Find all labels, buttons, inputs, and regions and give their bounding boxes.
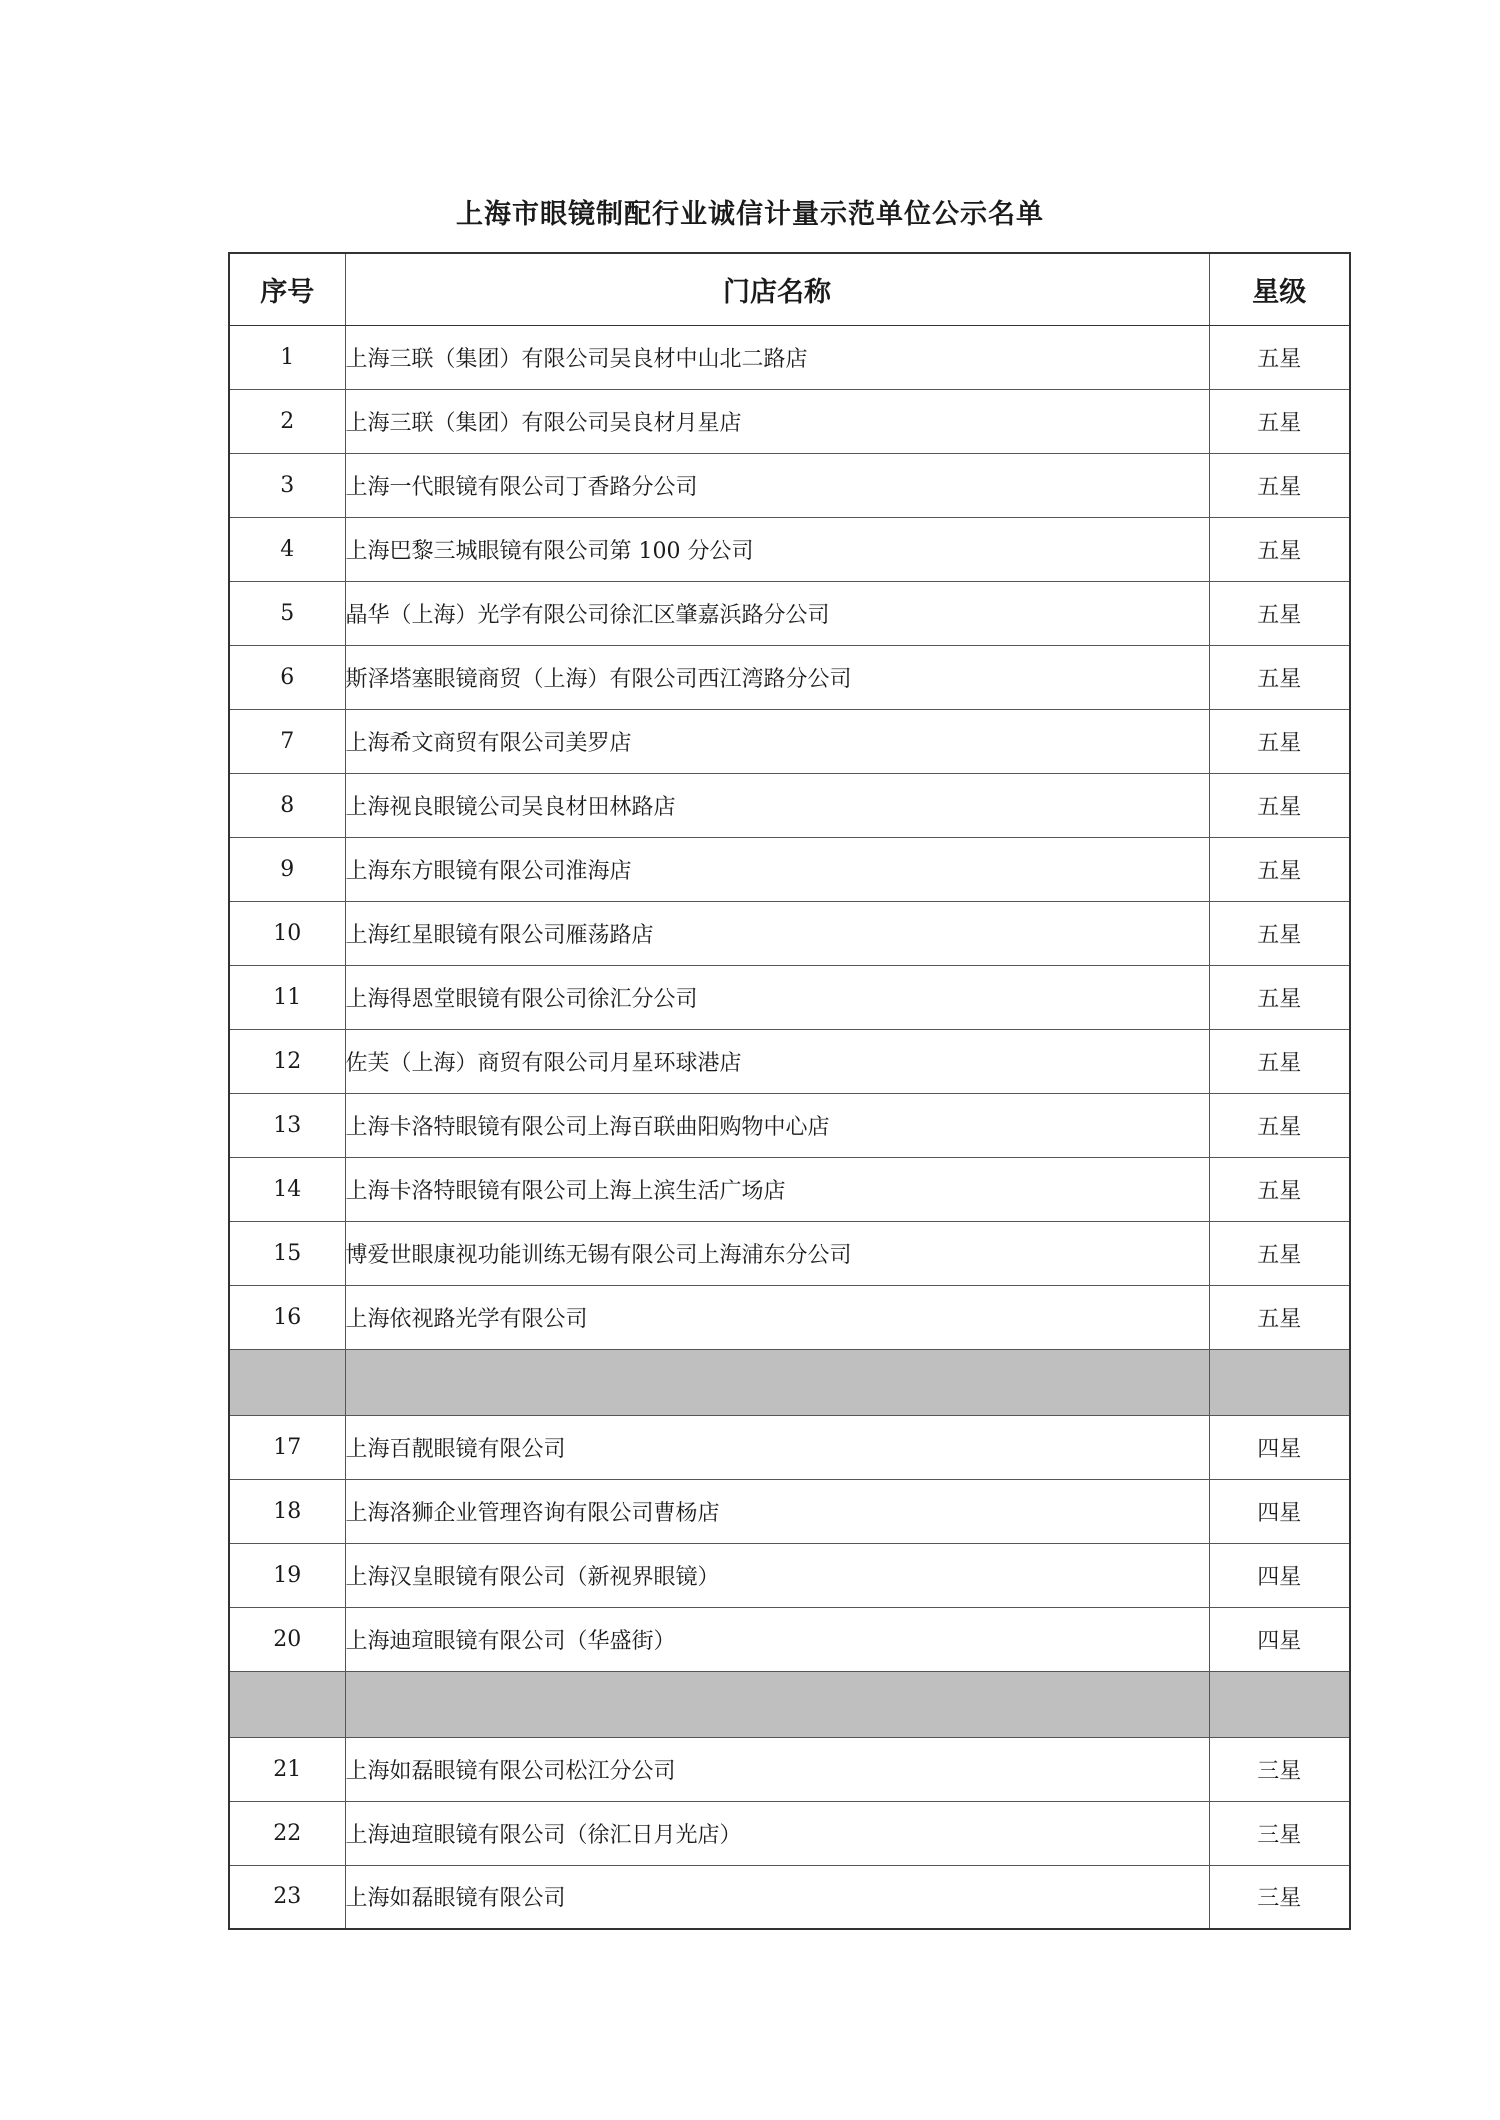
store-rating-table <box>228 252 1351 1930</box>
cell-serial-number: 5 <box>229 581 345 645</box>
cell-star-rating: 三星 <box>1209 1801 1350 1865</box>
cell-serial-number: 2 <box>229 389 345 453</box>
cell-store-name: 晶华（上海）光学有限公司徐汇区肇嘉浜路分公司 <box>345 581 1209 645</box>
cell-star-rating: 五星 <box>1209 1029 1350 1093</box>
cell-serial-number: 22 <box>229 1801 345 1865</box>
cell-store-name: 上海如磊眼镜有限公司松江分公司 <box>345 1737 1209 1801</box>
cell-star-rating: 五星 <box>1209 453 1350 517</box>
cell-star-rating: 五星 <box>1209 517 1350 581</box>
cell-serial-number: 10 <box>229 901 345 965</box>
cell-serial-number: 19 <box>229 1543 345 1607</box>
cell-star-rating: 三星 <box>1209 1737 1350 1801</box>
cell-store-name: 上海洛狮企业管理咨询有限公司曹杨店 <box>345 1479 1209 1543</box>
table-row <box>229 1285 1350 1349</box>
cell-serial-number: 11 <box>229 965 345 1029</box>
header-serial-number: 序号 <box>229 253 345 325</box>
table-row <box>229 389 1350 453</box>
cell-serial-number: 21 <box>229 1737 345 1801</box>
cell-store-name: 上海希文商贸有限公司美罗店 <box>345 709 1209 773</box>
table-row <box>229 901 1350 965</box>
cell-star-rating: 五星 <box>1209 389 1350 453</box>
cell-serial-number: 6 <box>229 645 345 709</box>
cell-star-rating: 五星 <box>1209 901 1350 965</box>
cell-star-rating: 五星 <box>1209 965 1350 1029</box>
table-row <box>229 1093 1350 1157</box>
separator-cell <box>1209 1349 1350 1415</box>
cell-serial-number: 7 <box>229 709 345 773</box>
cell-star-rating: 三星 <box>1209 1865 1350 1929</box>
cell-star-rating: 五星 <box>1209 709 1350 773</box>
cell-star-rating: 五星 <box>1209 773 1350 837</box>
cell-star-rating: 五星 <box>1209 1093 1350 1157</box>
cell-star-rating: 四星 <box>1209 1543 1350 1607</box>
cell-star-rating: 五星 <box>1209 581 1350 645</box>
table-row <box>229 325 1350 389</box>
document-title: 上海市眼镜制配行业诚信计量示范单位公示名单 <box>456 199 1044 230</box>
cell-store-name: 上海汉皇眼镜有限公司（新视界眼镜） <box>345 1543 1209 1607</box>
table-row <box>229 1607 1350 1671</box>
separator-cell <box>229 1671 345 1737</box>
cell-store-name: 上海三联（集团）有限公司吴良材月星店 <box>345 389 1209 453</box>
header-star-rating: 星级 <box>1209 253 1350 325</box>
cell-store-name: 上海巴黎三城眼镜有限公司第 100 分公司 <box>345 517 1209 581</box>
table-row <box>229 517 1350 581</box>
cell-serial-number: 1 <box>229 325 345 389</box>
cell-store-name: 上海迪瑄眼镜有限公司（华盛街） <box>345 1607 1209 1671</box>
table-row <box>229 709 1350 773</box>
table-row <box>229 1029 1350 1093</box>
cell-star-rating: 五星 <box>1209 645 1350 709</box>
cell-store-name: 上海东方眼镜有限公司淮海店 <box>345 837 1209 901</box>
cell-star-rating: 四星 <box>1209 1479 1350 1543</box>
cell-serial-number: 9 <box>229 837 345 901</box>
table-row <box>229 1801 1350 1865</box>
cell-serial-number: 23 <box>229 1865 345 1929</box>
cell-store-name: 上海如磊眼镜有限公司 <box>345 1865 1209 1929</box>
separator-cell <box>345 1349 1209 1415</box>
cell-star-rating: 五星 <box>1209 1221 1350 1285</box>
separator-cell <box>1209 1671 1350 1737</box>
cell-serial-number: 12 <box>229 1029 345 1093</box>
cell-store-name: 上海一代眼镜有限公司丁香路分公司 <box>345 453 1209 517</box>
cell-serial-number: 18 <box>229 1479 345 1543</box>
cell-star-rating: 五星 <box>1209 837 1350 901</box>
table-row <box>229 1865 1350 1929</box>
cell-star-rating: 四星 <box>1209 1607 1350 1671</box>
table-row <box>229 1157 1350 1221</box>
cell-store-name: 上海卡洛特眼镜有限公司上海上滨生活广场店 <box>345 1157 1209 1221</box>
table-row <box>229 453 1350 517</box>
table-row <box>229 581 1350 645</box>
cell-star-rating: 四星 <box>1209 1415 1350 1479</box>
cell-store-name: 上海依视路光学有限公司 <box>345 1285 1209 1349</box>
table-row <box>229 1737 1350 1801</box>
table-row <box>229 837 1350 901</box>
cell-serial-number: 20 <box>229 1607 345 1671</box>
separator-cell <box>229 1349 345 1415</box>
table-header-row <box>229 253 1350 325</box>
cell-serial-number: 4 <box>229 517 345 581</box>
cell-store-name: 上海百靓眼镜有限公司 <box>345 1415 1209 1479</box>
cell-serial-number: 17 <box>229 1415 345 1479</box>
cell-store-name: 佐芙（上海）商贸有限公司月星环球港店 <box>345 1029 1209 1093</box>
table-row <box>229 965 1350 1029</box>
cell-serial-number: 13 <box>229 1093 345 1157</box>
header-store-name: 门店名称 <box>345 253 1209 325</box>
cell-star-rating: 五星 <box>1209 325 1350 389</box>
separator-cell <box>345 1671 1209 1737</box>
table-body <box>229 325 1350 1929</box>
cell-star-rating: 五星 <box>1209 1285 1350 1349</box>
cell-store-name: 上海迪瑄眼镜有限公司（徐汇日月光店） <box>345 1801 1209 1865</box>
cell-store-name: 上海三联（集团）有限公司吴良材中山北二路店 <box>345 325 1209 389</box>
cell-serial-number: 3 <box>229 453 345 517</box>
cell-store-name: 上海得恩堂眼镜有限公司徐汇分公司 <box>345 965 1209 1029</box>
cell-store-name: 博爱世眼康视功能训练无锡有限公司上海浦东分公司 <box>345 1221 1209 1285</box>
group-separator-row <box>229 1671 1350 1737</box>
cell-store-name: 上海视良眼镜公司吴良材田林路店 <box>345 773 1209 837</box>
table-row <box>229 1221 1350 1285</box>
cell-serial-number: 15 <box>229 1221 345 1285</box>
table-row <box>229 1479 1350 1543</box>
table-row <box>229 645 1350 709</box>
cell-serial-number: 8 <box>229 773 345 837</box>
table-row <box>229 1543 1350 1607</box>
group-separator-row <box>229 1349 1350 1415</box>
cell-store-name: 上海卡洛特眼镜有限公司上海百联曲阳购物中心店 <box>345 1093 1209 1157</box>
cell-store-name: 上海红星眼镜有限公司雁荡路店 <box>345 901 1209 965</box>
table-row <box>229 773 1350 837</box>
cell-star-rating: 五星 <box>1209 1157 1350 1221</box>
table-row <box>229 1415 1350 1479</box>
cell-serial-number: 14 <box>229 1157 345 1221</box>
cell-serial-number: 16 <box>229 1285 345 1349</box>
cell-store-name: 斯泽塔塞眼镜商贸（上海）有限公司西江湾路分公司 <box>345 645 1209 709</box>
